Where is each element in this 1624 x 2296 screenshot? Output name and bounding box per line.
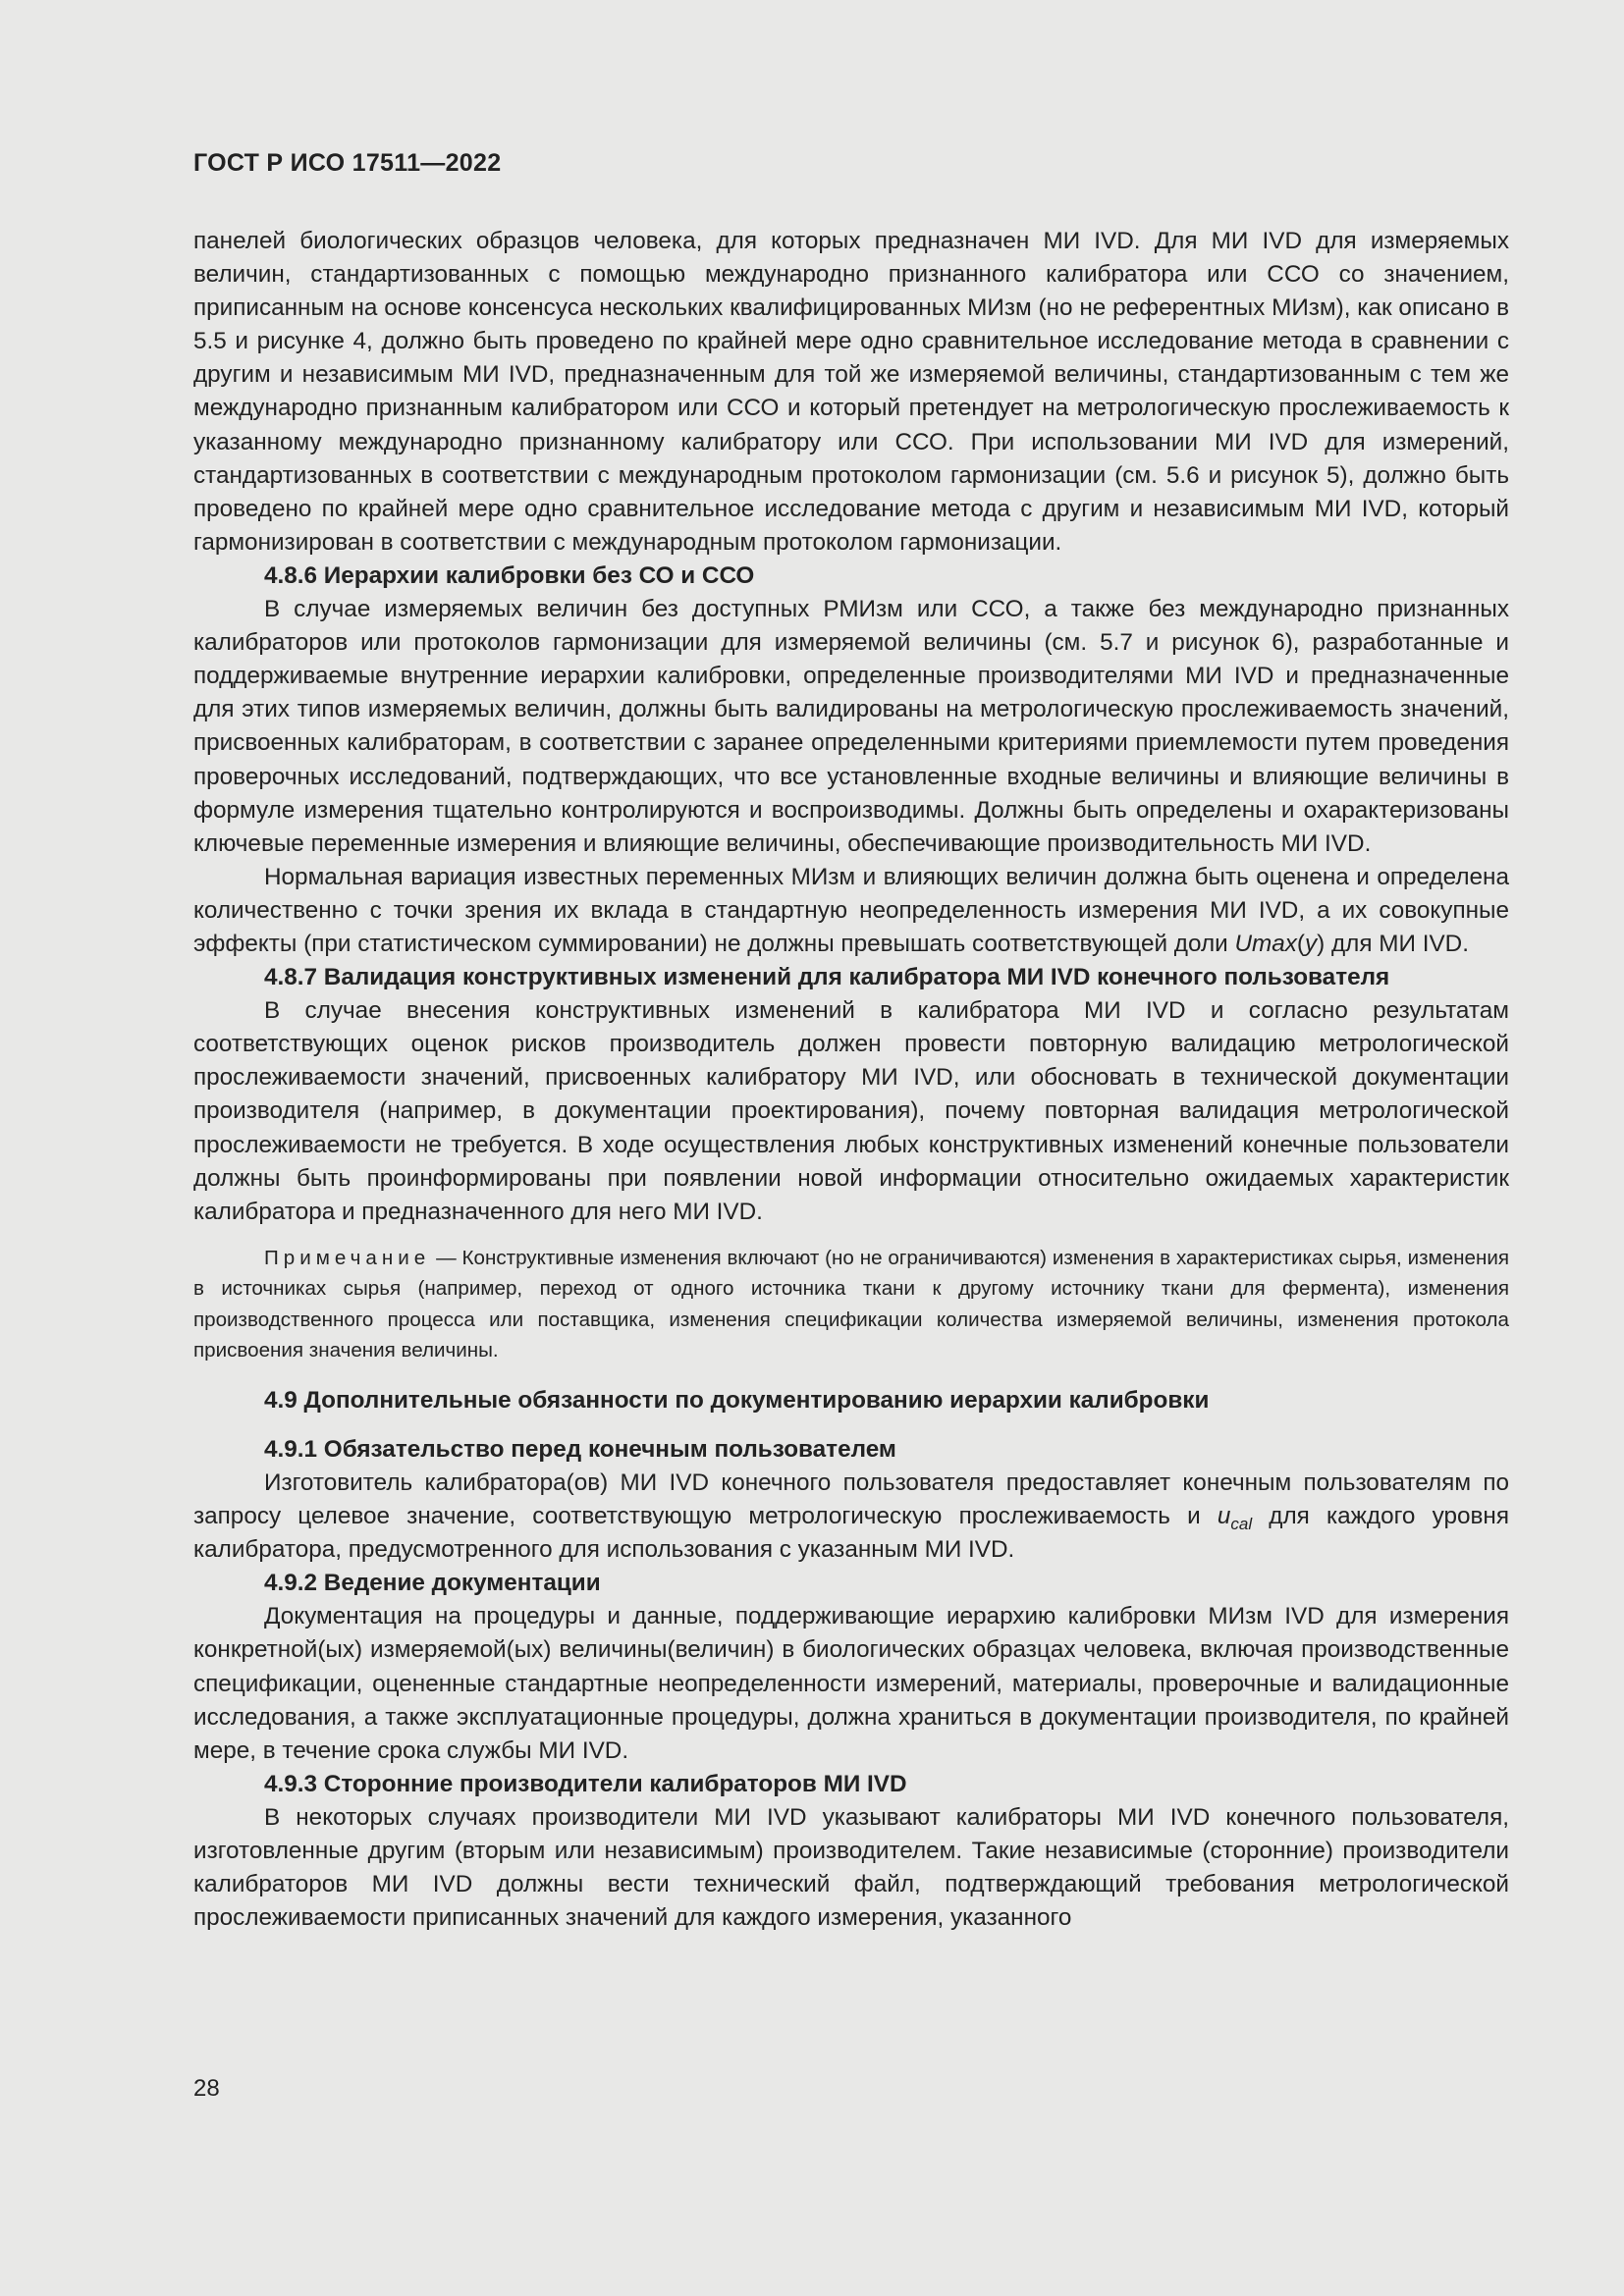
umax-symbol: Umax xyxy=(1234,930,1297,957)
paragraph-4-9-1-end: для каждого уровня калибратора, предусмотренного для использования с указанным МИ IVD. xyxy=(193,1503,1509,1564)
paragraph-4-9-1 xyxy=(193,1467,1509,1567)
paragraph-4-8-6-2-end: ) для МИ IVD. xyxy=(1317,930,1469,957)
cal-subscript: cal xyxy=(1230,1515,1253,1534)
heading-4-8-6: 4.8.6 Иерархии калибровки без СО и ССО xyxy=(264,561,755,589)
paragraph-4-8-6-2 xyxy=(193,861,1509,961)
paragraph-4-9-3: В некоторых случаях производители МИ IVD указывают калибраторы МИ IVD конечного пользователя, изготовленные другим (вторым или независимым) производителем. Такие независимые (сторонние) производители калибраторов МИ IVD должны вести технический файл, подтверждающий требования метрологической прослеживаемости приписанных значений для каждого измерения, указанного xyxy=(193,1803,1509,1932)
note-label: Примечание xyxy=(264,1246,431,1269)
heading-4-8-7: 4.8.7 Валидация конструктивных изменений для калибратора МИ IVD конечного пользователя xyxy=(264,964,1390,991)
heading-4-9-2: 4.9.2 Ведение документации xyxy=(264,1570,601,1597)
document-header: ГОСТ Р ИСО 17511—2022 xyxy=(193,149,502,177)
paren-open: ( xyxy=(1296,930,1305,957)
page-number: 28 xyxy=(193,2075,220,2102)
note xyxy=(193,1243,1509,1366)
paragraph-4-8-7: В случае внесения конструктивных изменений в калибратора МИ IVD и согласно результатам соответствующих оценок рисков производитель должен провести повторную валидацию метрологической прослеживаемости значений, присвоенных калибратору МИ IVD, или обосновать в технической документации производителя (например, в документации проектирования), почему повторная валидация метрологической прослеживаемости не требуется. В ходе осуществления любых конструктивных изменений конечные пользователи должны быть проинформированы при появлении новой информации относительно ожидаемых характеристик калибратора и предназначенного для него МИ IVD. xyxy=(193,997,1509,1225)
y-symbol: y xyxy=(1305,930,1318,957)
paragraph-4-9-2: Документация на процедуры и данные, поддерживающие иерархию калибровки МИзм IVD для измерения конкретной(ых) измеряемой(ых) величины(величин) в биологических образцах человека, включая производственные спецификации, оцененные стандартные неопределенности измерений, материалы, проверочные и валидационные исследования, а также эксплуатационные процедуры, должна храниться в документации производителя, по крайней мере, в течение срока службы МИ IVD. xyxy=(193,1603,1509,1764)
heading-4-9-3: 4.9.3 Сторонние производители калибраторов МИ IVD xyxy=(264,1770,907,1797)
note-text: — Конструктивные изменения включают (но не ограничиваются) изменения в характеристиках сырья, изменения в источниках сырья (например, переход от одного источника ткани к другому источнику ткани для фермента), изменения производственного процесса или поставщика, изменения спецификации количества измеряемой величины, изменения протокола присвоения значения величины. xyxy=(193,1246,1509,1362)
paragraph-4-9-1-text: Изготовитель калибратора(ов) МИ IVD конечного пользователя предоставляет конечным пользователям по запросу целевое значение, соответствующую метрологическую прослеживаемость и xyxy=(193,1469,1509,1530)
paragraph-intro: панелей биологических образцов человека, для которых предназначен МИ IVD. Для МИ IVD для измеряемых величин, стандартизованных с помощью международно признанного калибратора или ССО со значением, приписанным на основе консенсуса нескольких квалифицированных МИзм (но не референтных МИзм), как описано в 5.5 и рисунке 4, должно быть проведено по крайней мере одно сравнительное исследование метода в сравнении с другим и независимым МИ IVD, предназначенным для той же измеряемой величины, стандартизованным с тем же международно признанным калибратором или ССО и который претендует на метрологическую прослеживаемость к указанному международно признанному калибратору или ССО. При использовании МИ IVD для измерений, стандартизованных в соответствии с международным протоколом гармонизации (см. 5.6 и рисунок 5), должно быть проведено по крайней мере одно сравнительное исследование метода с другим и независимым МИ IVD, который гармонизирован в соответствии с международным протоколом гармонизации. xyxy=(193,228,1509,556)
heading-4-9: 4.9 Дополнительные обязанности по документированию иерархии калибровки xyxy=(264,1386,1210,1414)
paragraph-4-8-6-2-text: Нормальная вариация известных переменных МИзм и влияющих величин должна быть оценена и определена количественно с точки зрения их вклада в стандартную неопределенность измерения МИ IVD, а их совокупные эффекты (при статистическом суммировании) не должны превышать соответствующей доли xyxy=(193,863,1509,957)
heading-4-9-1: 4.9.1 Обязательство перед конечным пользователем xyxy=(264,1435,896,1463)
paragraph-4-8-6-1: В случае измеряемых величин без доступных РМИзм или ССО, а также без международно признанных калибраторов или протоколов гармонизации для измеряемой величины (см. 5.7 и рисунок 6), разработанные и поддерживаемые внутренние иерархии калибровки, определенные производителями МИ IVD и предназначенные для этих типов измеряемых величин, должны быть валидированы на метрологическую прослеживаемость значений, присвоенных калибраторам, в соответствии с заранее определенными критериями приемлемости путем проведения проверочных исследований, подтверждающих, что все установленные входные величины и влияющие величины в формуле измерения тщательно контролируются и воспроизводимы. Должны быть определены и охарактеризованы ключевые переменные измерения и влияющие величины, обеспечивающие производительность МИ IVD. xyxy=(193,596,1509,857)
document-body xyxy=(193,225,1509,1935)
u-symbol: u xyxy=(1217,1503,1231,1530)
